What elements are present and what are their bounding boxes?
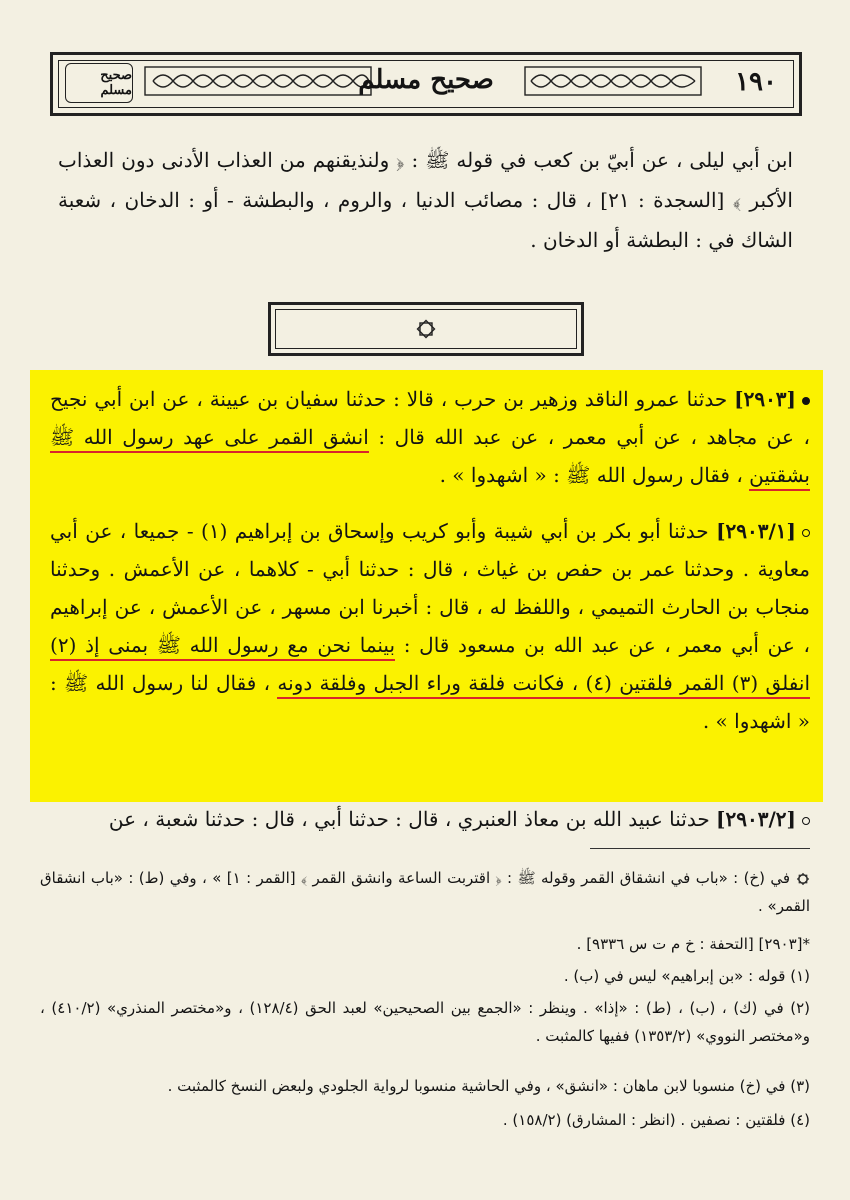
footnote-separator: [590, 848, 810, 849]
hadith-text: حدثنا عبيد الله بن معاذ العنبري ، قال : حدثنا أبي ، قال : حدثنا شعبة ، عن: [108, 807, 710, 831]
footnote-2: (٢) في (ك) ، (ب) ، (ط) : «إذا» . وينظر : «الجمع بين الصحيحين» لعبد الحق (١٢٨/٤) ، و«مختصر المنذري» (٤١٠/٢) ، و«مختصر النووي» (١٣٥٣/٢) ففيها كالمثبت .: [40, 999, 810, 1045]
hadith-text-end: ، فقال رسول الله ﷺ : « اشهدوا » .: [439, 463, 750, 487]
footnote-4: (٤) فلقتين : نصفين . (انظر : المشارق) (١٥٨/٢) .: [502, 1111, 810, 1129]
paragraph-continuation: ابن أبي ليلى ، عن أبيّ بن كعب في قوله ﷺ : ﴿ ولنذيقنهم من العذاب الأدنى دون العذاب الأكبر ﴾ [السجدة : ٢١] ، قال : مصائب الدنيا ، والروم ، والبطشة - أو : الدخان ، شعبة الشاك في : البطشة أو الدخان .: [58, 148, 793, 252]
hadith-text: حدثنا عمرو الناقد وزهير بن حرب ، قالا : حدثنا سفيان بن عيينة ، عن ابن أبي نجيح ، عن مجاهد ، عن أبي معمر ، عن عبد الله قال :: [50, 387, 810, 449]
underlined-text: انشق القمر على عهد رسول الله ﷺ بشقتين: [50, 425, 810, 491]
chapter-divider: [268, 302, 584, 356]
hadith-number: [٢٩٠٣/١]: [716, 519, 797, 543]
bullet-icon: [802, 397, 810, 405]
page-number: ١٩٠: [735, 67, 777, 97]
page-header: [50, 52, 802, 116]
book-logo-text: صحيح مسلم: [100, 68, 132, 98]
hadith-number: [٢٩٠٣/٢]: [716, 807, 796, 831]
ring-bullet-icon: [802, 529, 810, 537]
footnote-3: (٣) في (خ) منسوبا لابن ماهان : «انشق» ، وفي الحاشية منسوبا لرواية الجلودي ولبعض النسخ كالمثبت .: [167, 1077, 810, 1095]
footnote-1: (١) قوله : «بن إبراهيم» ليس في (ب) .: [563, 967, 810, 985]
hadith-text-end: ، فقال لنا رسول الله ﷺ : « اشهدوا » .: [50, 671, 810, 733]
star-ornament-icon: [796, 872, 810, 886]
hadith-number: [٢٩٠٣]: [734, 387, 797, 411]
footnote-tuhfa: *[٢٩٠٣] [التحفة : خ م ت س ٩٣٣٦] .: [576, 935, 810, 953]
hadith-2903-2: [50, 800, 810, 838]
footnote-chapter-text: في (خ) : «باب في انشقاق القمر وقوله ﷺ : ﴿ اقتربت الساعة وانشق القمر ﴾ [القمر : ١] » ، وفي (ط) : «باب انشقاق القمر» .: [40, 869, 810, 915]
ring-bullet-icon: [802, 817, 810, 825]
hadith-2903-1: [50, 512, 810, 740]
footnote-chapter: [40, 864, 810, 920]
chapter-divider-frame: [275, 309, 577, 349]
running-title: صحيح مسلم: [358, 65, 494, 95]
hadith-2903: [50, 380, 810, 494]
hadith-text: حدثنا أبو بكر بن أبي شيبة وأبو كريب وإسحاق بن إبراهيم (١) - جميعا ، عن أبي معاوية . وحدثنا عمر بن حفص بن غياث ، قال : حدثنا أبي - كلاهما ، عن الأعمش . وحدثنا منجاب بن الحارث التميمي ، واللفظ له ، قال : أخبرنا ابن مسهر ، عن الأعمش ، عن إبراهيم ، عن أبي معمر ، عن عبد الله بن مسعود قال :: [50, 519, 810, 657]
star-ornament-icon: [415, 318, 437, 340]
underlined-text: بينما نحن مع رسول الله ﷺ بمنى إذ (٢) انفلق (٣) القمر فلقتين (٤) ، فكانت فلقة وراء الجبل وفلقة دونه: [50, 633, 810, 699]
